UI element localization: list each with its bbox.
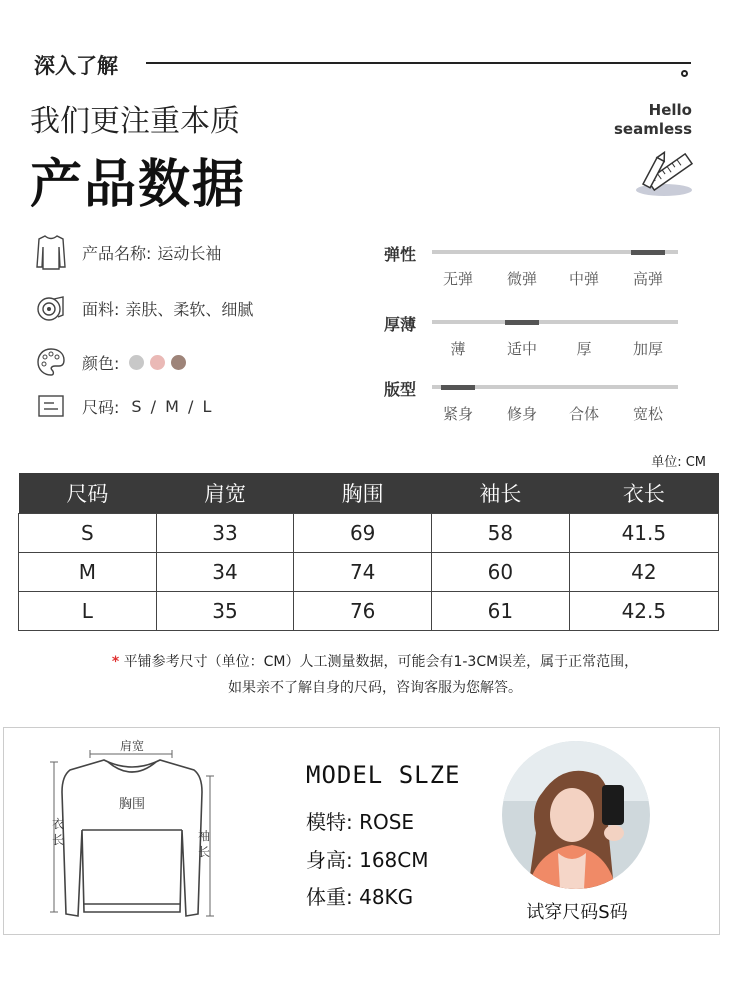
model-height: 身高: 168CM [306, 848, 429, 872]
info-row-fabric [34, 288, 253, 328]
attr-option-2-2: 合体 [568, 405, 599, 423]
table-header [19, 473, 719, 514]
attr-track-1 [432, 320, 678, 324]
attr-label-0: 弹性 [384, 245, 417, 264]
table-header-cell: 衣长 [569, 473, 718, 514]
fabric-value: 亲肤、柔软、细腻 [125, 299, 254, 319]
table-header-cell: 袖长 [432, 473, 570, 514]
section-title: 产品数据 [30, 155, 247, 215]
model-weight: 体重: 48KG [306, 885, 414, 909]
header-dot [681, 70, 688, 77]
unit-label: 单位: CM [651, 455, 706, 470]
table-cell: S [19, 514, 157, 553]
size-tag-icon [34, 389, 68, 423]
section-subtitle: 我们更注重本质 [30, 104, 240, 139]
table-header-cell: 尺码 [19, 473, 157, 514]
attr-label-2: 版型 [384, 380, 417, 399]
sweater-diagram [44, 736, 220, 926]
color-swatch-gray [129, 355, 144, 370]
attr-option-2-1: 修身 [506, 405, 537, 423]
attr-option-1-1: 适中 [506, 340, 537, 358]
table-cell: 58 [432, 514, 570, 553]
fabric-label: 面料: [82, 299, 120, 319]
attr-option-0-1: 微弹 [506, 270, 537, 288]
info-row-size [34, 386, 213, 426]
table-header-cell: 胸围 [294, 473, 432, 514]
size-label: 尺码: [82, 397, 120, 417]
attr-option-0-3: 高弹 [632, 270, 663, 288]
model-size-title: MODEL SLZE [306, 761, 461, 789]
section-kicker: 深入了解 [34, 54, 118, 78]
attr-marker-0 [631, 250, 665, 255]
color-swatch-pink [150, 355, 165, 370]
measurement-note [0, 651, 750, 671]
name-label: 产品名称: [82, 243, 152, 263]
try-on-size: 试穿尺码S码 [526, 902, 628, 923]
table-cell: 74 [294, 553, 432, 592]
diagram-sleeve-label-2: 长 [197, 845, 211, 859]
table-cell: 42 [569, 553, 718, 592]
attr-option-1-0: 薄 [450, 340, 466, 358]
info-row-color [34, 342, 186, 382]
size-value: S / M / L [131, 396, 214, 416]
ruler-pencil-icon [634, 150, 700, 200]
info-row-name [34, 232, 221, 272]
measurement-note-line2: 如果亲不了解自身的尺码，咨询客服为您解答。 [228, 680, 522, 696]
diagram-sleeve-label-1: 袖 [197, 829, 211, 843]
attr-option-2-3: 宽松 [632, 405, 663, 423]
name-value: 运动长袖 [157, 243, 222, 263]
table-row [19, 553, 719, 592]
table-cell: 33 [156, 514, 294, 553]
tagline [614, 101, 692, 139]
table-cell: 42.5 [569, 592, 718, 631]
tagline-line2: seamless [613, 120, 692, 138]
table-header-cell: 肩宽 [156, 473, 294, 514]
table-cell: L [19, 592, 157, 631]
diagram-length-label-2: 长 [51, 833, 65, 847]
attr-option-1-2: 厚 [576, 340, 592, 358]
color-swatch-brown [171, 355, 186, 370]
table-cell: 61 [432, 592, 570, 631]
attr-marker-1 [505, 320, 539, 325]
table-cell: 41.5 [569, 514, 718, 553]
fabric-roll-icon [34, 291, 68, 325]
table-row [19, 514, 719, 553]
model-name: 模特: ROSE [306, 810, 415, 834]
table-cell: 34 [156, 553, 294, 592]
diagram-chest-label: 胸围 [118, 797, 146, 812]
table-cell: 35 [156, 592, 294, 631]
header-rule [146, 62, 691, 64]
palette-icon [34, 345, 68, 379]
table-body [19, 514, 719, 631]
shirt-icon [34, 235, 68, 269]
attr-marker-2 [441, 385, 475, 390]
attr-option-0-0: 无弹 [442, 270, 473, 288]
diagram-shoulder-label: 肩宽 [119, 739, 145, 753]
table-cell: M [19, 553, 157, 592]
note-star: * [111, 654, 120, 670]
model-photo [502, 741, 650, 889]
table-cell: 76 [294, 592, 432, 631]
table-cell: 69 [294, 514, 432, 553]
tagline-line1: Hello [648, 101, 692, 119]
size-table [18, 473, 719, 631]
color-label: 颜色: [82, 353, 120, 373]
note-line1: 平铺参考尺寸（单位：CM）人工测量数据，可能会有1-3CM误差，属于正常范围， [123, 654, 639, 670]
attr-option-2-0: 紧身 [442, 405, 473, 423]
attr-option-0-2: 中弹 [568, 270, 599, 288]
diagram-length-label-1: 衣 [51, 817, 65, 831]
attr-label-1: 厚薄 [384, 315, 417, 334]
table-row [19, 592, 719, 631]
table-cell: 60 [432, 553, 570, 592]
attr-option-1-3: 加厚 [632, 340, 663, 358]
